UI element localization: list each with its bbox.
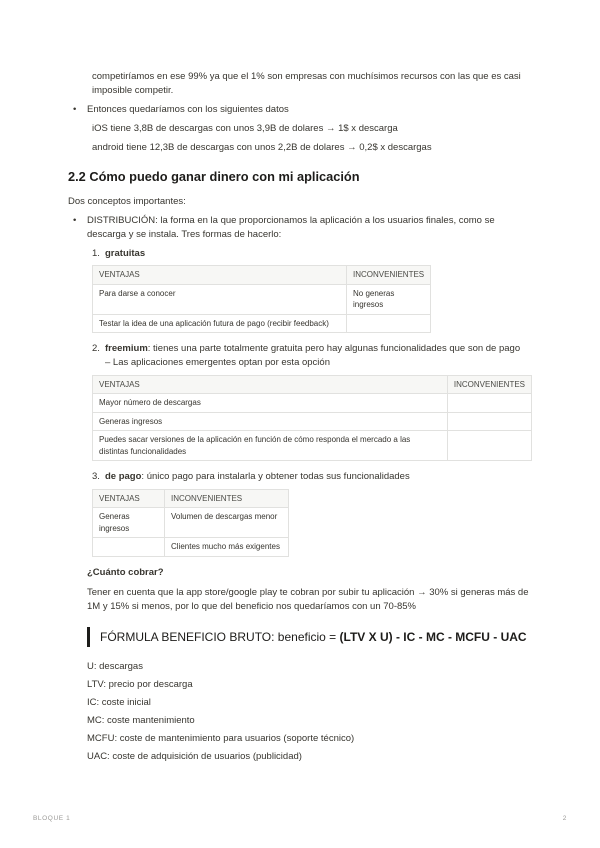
item-text bbox=[105, 470, 532, 484]
pricing-text: Tener en cuenta que la app store/google play te cobran por subir tu aplicación → 30% si generas más de 1M y 15% si menos, por lo que del beneficio nos quedaríamos con un 70-85% bbox=[87, 586, 529, 612]
section-lead: Dos conceptos importantes: bbox=[68, 195, 186, 207]
table-row bbox=[93, 284, 431, 314]
table-de-pago bbox=[92, 489, 289, 557]
table-cell: Mayor número de descargas bbox=[93, 394, 448, 413]
table-cell bbox=[347, 314, 431, 333]
list-item-gratuitas bbox=[92, 247, 532, 261]
table-row bbox=[93, 314, 431, 333]
definition-mcfu: MCFU: coste de mantenimiento para usuarios (soporte técnico) bbox=[87, 733, 355, 745]
list-item-de-pago bbox=[92, 470, 532, 484]
table-cell: Volumen de descargas menor bbox=[165, 508, 289, 538]
bullet-text: Entonces quedaríamos con los siguientes datos bbox=[87, 104, 289, 116]
formula-text bbox=[100, 629, 527, 645]
table-row bbox=[93, 538, 289, 557]
pricing-block bbox=[87, 566, 532, 614]
table-header-row bbox=[93, 375, 532, 394]
line-ios-stats: iOS tiene 3,8B de descargas con unos 3,9B de dolares → 1$ x descarga bbox=[92, 123, 398, 135]
item-term: gratuitas bbox=[105, 248, 146, 259]
table-header-ventajas: VENTAJAS bbox=[93, 266, 347, 285]
item-term: de pago bbox=[105, 471, 142, 483]
table-cell: Clientes mucho más exigentes bbox=[165, 538, 289, 557]
definition-mc: MC: coste mantenimiento bbox=[87, 715, 195, 727]
formula-callout bbox=[87, 627, 532, 647]
table-freemium bbox=[92, 375, 532, 462]
distribucion-text: la forma en la que proporcionamos la aplicación a los usuarios finales, como se descarga y se instala. Tres formas de hacerlo: bbox=[87, 214, 495, 240]
page-number: 2 bbox=[562, 815, 567, 822]
item-text bbox=[105, 342, 532, 370]
definition-ltv: LTV: precio por descarga bbox=[87, 679, 193, 691]
table-header-row bbox=[93, 266, 431, 285]
table-cell: Generas ingresos bbox=[93, 508, 165, 538]
item-term: freemium bbox=[105, 343, 148, 355]
table-header-ventajas: VENTAJAS bbox=[93, 489, 165, 508]
paragraph-continuation: competiríamos en ese 99% ya que el 1% son empresas con muchísimos recursos con las que es casi imposible competir. bbox=[92, 71, 521, 97]
table-row bbox=[93, 431, 532, 461]
table-cell: Generas ingresos bbox=[93, 412, 448, 431]
list-item-freemium bbox=[92, 342, 532, 370]
section-heading: 2.2 Cómo puedo ganar dinero con mi aplicación bbox=[68, 169, 360, 185]
table-header-ventajas: VENTAJAS bbox=[93, 375, 448, 394]
table-row bbox=[93, 394, 532, 413]
table-header-inconvenientes: INCONVENIENTES bbox=[165, 489, 289, 508]
table-row bbox=[93, 508, 289, 538]
pricing-question: ¿Cuánto cobrar? bbox=[87, 566, 164, 578]
table-cell: Puedes sacar versiones de la aplicación en función de cómo responda el mercado a las distintas funcionalidades bbox=[93, 431, 448, 461]
line-android-stats: android tiene 12,3B de descargas con unos 2,2B de dolares → 0,2$ x descargas bbox=[92, 142, 432, 154]
table-cell bbox=[447, 412, 531, 431]
formula-label: FÓRMULA BENEFICIO BRUTO: beneficio = bbox=[100, 630, 340, 645]
table-cell: No generas ingresos bbox=[347, 284, 431, 314]
table-header-inconvenientes: INCONVENIENTES bbox=[447, 375, 531, 394]
page-footer bbox=[33, 815, 567, 822]
table-cell bbox=[447, 394, 531, 413]
definition-ic: IC: coste inicial bbox=[87, 697, 151, 709]
table-header-row bbox=[93, 489, 289, 508]
bullet-marker bbox=[73, 214, 87, 242]
table-row bbox=[93, 412, 532, 431]
item-subline: – Las aplicaciones emergentes optan por esta opción bbox=[105, 357, 330, 369]
bullet-marker bbox=[73, 103, 87, 117]
item-desc: : tienes una parte totalmente gratuita pero hay algunas funcionalidades que son de pago bbox=[147, 343, 521, 355]
item-number: 3. bbox=[92, 471, 100, 483]
definitions-list bbox=[87, 660, 532, 763]
item-number: 1. bbox=[92, 248, 100, 259]
definition-u: U: descargas bbox=[87, 661, 143, 673]
bullet-text bbox=[87, 214, 532, 242]
item-desc: : único pago para instalarla y obtener todas sus funcionalidades bbox=[141, 471, 410, 483]
distribucion-term: DISTRIBUCIÓN: bbox=[87, 214, 158, 226]
bullet-datos bbox=[73, 103, 532, 117]
bullet-distribucion bbox=[73, 214, 532, 242]
item-text bbox=[105, 247, 532, 261]
definition-uac: UAC: coste de adquisición de usuarios (publicidad) bbox=[87, 751, 302, 763]
table-cell bbox=[93, 538, 165, 557]
formula-expression: (LTV X U) - IC - MC - MCFU - UAC bbox=[339, 630, 527, 645]
table-cell bbox=[447, 431, 531, 461]
table-gratuitas bbox=[92, 265, 431, 333]
footer-section-label: BLOQUE 1 bbox=[33, 815, 71, 822]
table-header-inconvenientes: INCONVENIENTES bbox=[347, 266, 431, 285]
table-cell: Testar la idea de una aplicación futura de pago (recibir feedback) bbox=[93, 314, 347, 333]
item-number: 2. bbox=[92, 343, 100, 355]
table-cell: Para darse a conocer bbox=[93, 284, 347, 314]
